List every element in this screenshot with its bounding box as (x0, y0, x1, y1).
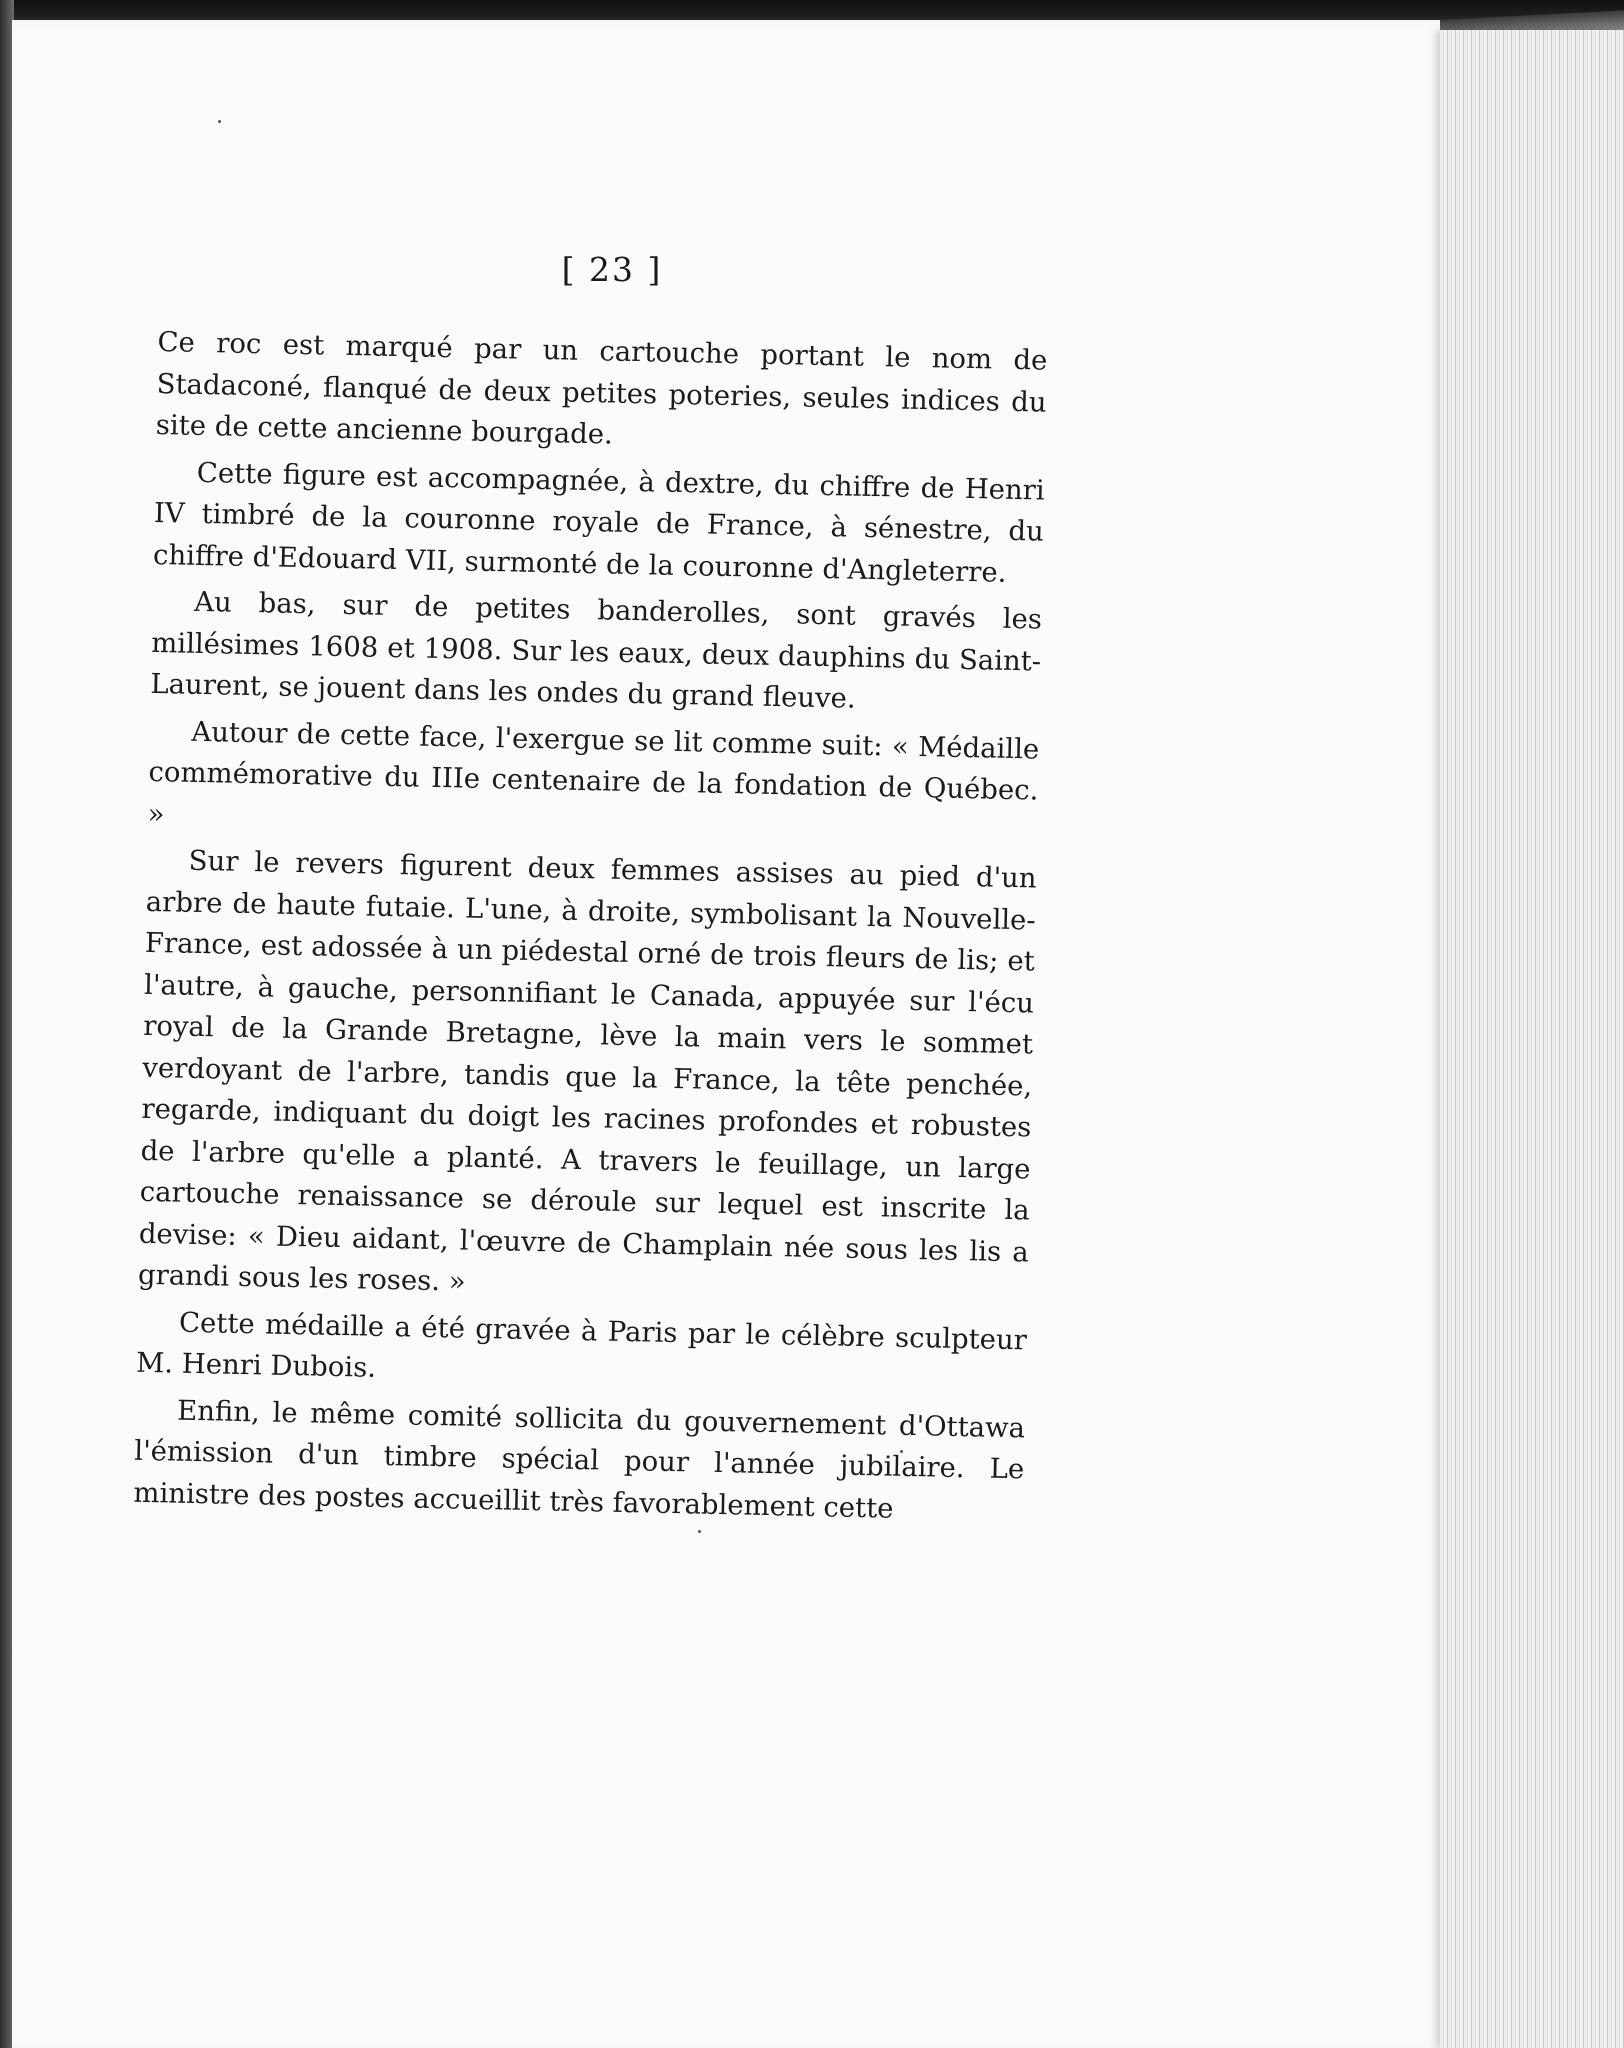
page-number: [ 23 ] (561, 250, 663, 289)
book-page-edges (1440, 30, 1624, 2048)
dust-speck (218, 120, 221, 123)
paragraph: Au bas, sur de petites banderolles, sont gravés les millésimes 1608 et 1908. Sur les eaux, deux dauphins du Saint-Laurent, se jouent dans les ondes du grand fleuve. (150, 585, 1043, 715)
paragraph: Cette médaille a été gravée à Paris par le célèbre sculpteur M. Henri Dubois. (135, 1306, 1028, 1384)
body-text (133, 322, 1048, 1537)
paragraph: Sur le revers figurent deux femmes assises au pied d'un arbre de haute futaie. L'une, à droite, symbolisant la Nouvelle-France, est adossée à un piédestal orné de trois fleurs de lis; et l'autre, à gauche, personnifiant le Canada, appuyée sur l'écu royal de la Grande Bretagne, lève la main vers le sommet verdoyant de l'arbre, tandis que la France, la tête penchée, regarde, indiquant du doigt les racines profondes et robustes de l'arbre qu'elle a planté. A travers le feuillage, un large cartouche renaissance se déroule sur lequel est inscrite la devise: « Dieu aidant, l'œuvre de Champlain née sous les lis a grandi sous les roses. » (137, 844, 1037, 1298)
paragraph: Enfin, le même comité sollicita du gouvernement d'Ottawa l'émission d'un timbre spécial pour l'année jubilaire. Le ministre des postes accueillit très favorablement cette (133, 1394, 1026, 1525)
paragraph: Autour de cette face, l'exergue se lit comme suit: « Médaille commémorative du IIIe centenaire de la fondation de Québec. » (147, 715, 1040, 830)
paragraph: Ce roc est marqué par un cartouche portant le nom de Stadaconé, flanqué de deux petites poteries, seules indices du site de cette ancienne bourgade. (155, 325, 1048, 451)
paragraph: Cette figure est accompagnée, à dextre, du chiffre de Henri IV timbré de la couronne royale de France, à sénestre, du chiffre d'Edouard VII, surmonté de la couronne d'Angleterre. (152, 456, 1046, 589)
